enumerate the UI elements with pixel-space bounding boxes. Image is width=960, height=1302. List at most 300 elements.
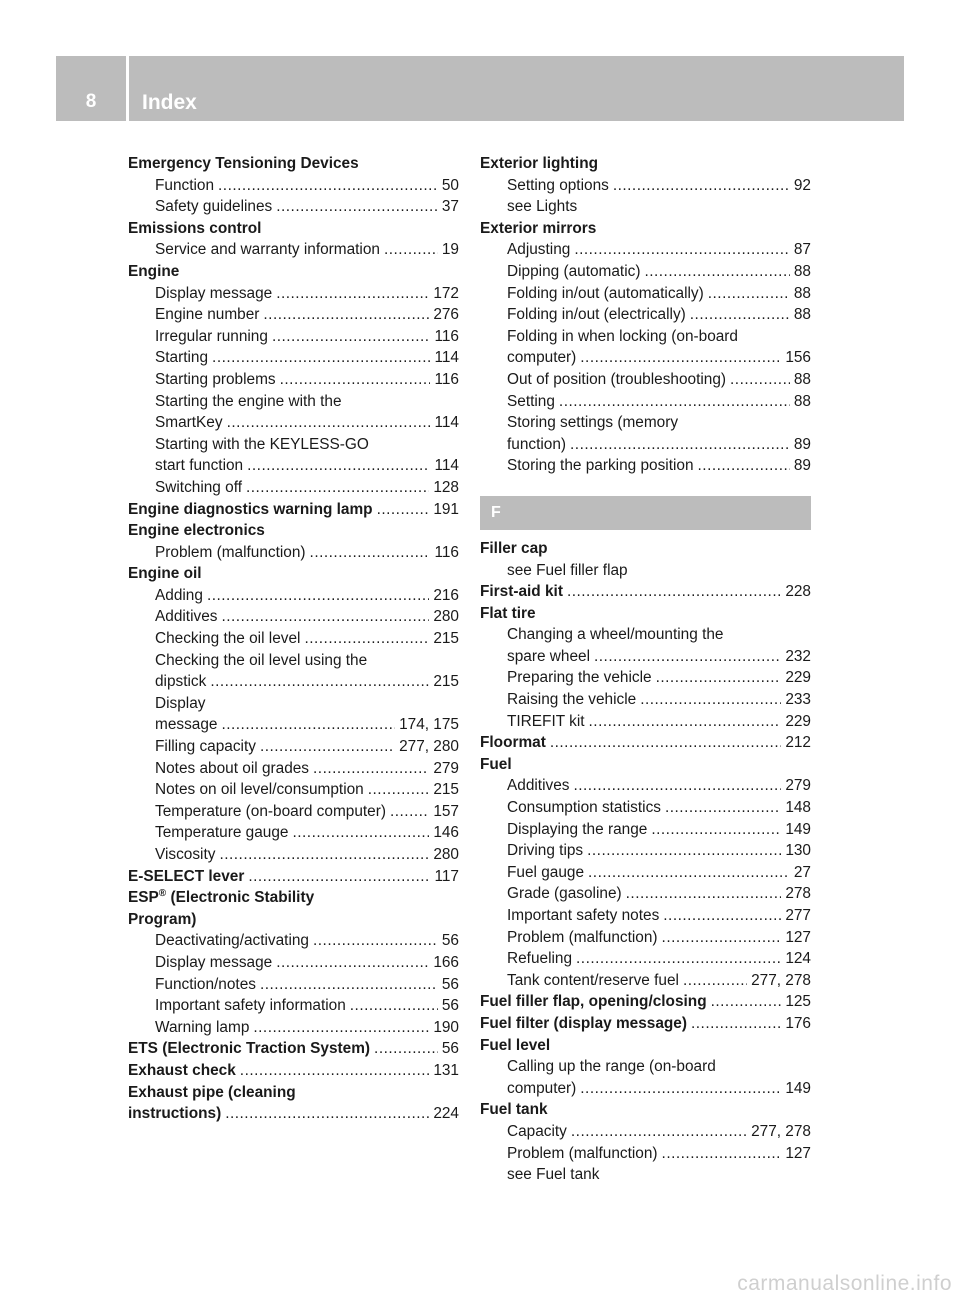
page-reference[interactable]: 127: [785, 928, 811, 946]
page-reference[interactable]: 89: [793, 435, 811, 453]
page-header: [56, 56, 904, 121]
index-entry: [128, 412, 459, 434]
entry-text: see Lights: [507, 198, 578, 216]
entry-text: Adjusting: [507, 241, 571, 259]
index-entry: [128, 974, 459, 996]
entry-text: Emergency Tensioning Devices: [128, 155, 359, 172]
entry-text: Switching off: [155, 478, 242, 496]
dot-leader: [662, 927, 782, 949]
dot-leader: [368, 779, 430, 801]
index-entry: [480, 883, 811, 905]
page-reference[interactable]: 89: [793, 457, 811, 475]
dot-leader: [626, 883, 782, 905]
dot-leader: [559, 391, 790, 413]
dot-leader: [573, 775, 781, 797]
dot-leader: [708, 283, 790, 305]
entry-text: computer): [507, 1079, 577, 1097]
page-reference[interactable]: 92: [793, 176, 811, 194]
dot-leader: [240, 1060, 430, 1082]
entry-text: Filler cap: [480, 539, 548, 557]
page-reference[interactable]: 148: [785, 799, 811, 817]
dot-leader: [263, 304, 429, 326]
dot-leader: [248, 866, 430, 888]
index-entry: [128, 1017, 459, 1039]
dot-leader: [221, 606, 429, 628]
index-heading: [480, 153, 811, 175]
index-entry: [480, 797, 811, 819]
entry-text: Engine number: [155, 306, 260, 324]
entry-text: Notes about oil grades: [155, 759, 310, 777]
index-entry: [128, 801, 459, 823]
dot-leader: [260, 736, 395, 758]
dot-leader: [580, 1078, 781, 1100]
index-heading: [480, 560, 811, 582]
entry-text: Changing a wheel/mounting the: [507, 626, 724, 644]
entry-text: Fuel tank: [480, 1101, 548, 1119]
index-heading: [128, 909, 459, 931]
index-entry: [480, 970, 811, 992]
entry-text: Exterior mirrors: [480, 219, 597, 237]
dot-leader: [644, 261, 789, 283]
page-reference[interactable]: 279: [433, 759, 459, 777]
page-reference[interactable]: 50: [441, 176, 459, 194]
watermark: carmanualsonline.info: [737, 1272, 952, 1295]
entry-text: Starting: [155, 349, 209, 367]
dot-leader: [640, 689, 781, 711]
page-number: 8: [85, 91, 97, 112]
page-reference[interactable]: 174, 175: [399, 716, 459, 734]
entry-text: dipstick: [155, 673, 207, 691]
page-reference[interactable]: 228: [785, 583, 811, 601]
dot-leader: [691, 1013, 781, 1035]
entry-text: Problem (malfunction): [507, 928, 658, 946]
dot-leader: [210, 671, 429, 693]
entry-text: Irregular running: [155, 327, 268, 345]
entry-text-part: ESP: [128, 889, 159, 907]
page-reference[interactable]: 156: [785, 349, 811, 367]
dot-leader: [247, 455, 430, 477]
entry-text: SmartKey: [155, 414, 223, 432]
dot-leader: [225, 1103, 429, 1125]
page-reference[interactable]: 116: [434, 327, 459, 345]
dot-leader: [587, 840, 781, 862]
dot-leader: [276, 283, 429, 305]
page-reference[interactable]: 229: [785, 669, 811, 687]
entry-text: [128, 887, 314, 909]
index-entry: [480, 840, 811, 862]
entry-text: Setting: [507, 392, 555, 410]
page-reference[interactable]: 127: [785, 1144, 811, 1162]
entry-text: see Fuel tank: [507, 1166, 600, 1184]
index-heading: [128, 391, 459, 413]
entry-text: Exhaust pipe (cleaning: [128, 1083, 296, 1101]
page-reference[interactable]: 56: [441, 1040, 459, 1058]
entry-text: Dipping (automatic): [507, 262, 641, 280]
page-reference[interactable]: 276: [433, 306, 459, 324]
index-heading: [128, 693, 459, 715]
index-entry: [128, 822, 459, 844]
registered-mark: ®: [158, 888, 167, 900]
index-heading: [128, 563, 459, 585]
page-reference[interactable]: 233: [785, 691, 811, 709]
dot-leader: [588, 862, 790, 884]
dot-leader: [276, 196, 438, 218]
page-reference[interactable]: 56: [441, 932, 459, 950]
page-reference[interactable]: 116: [434, 543, 459, 561]
page-reference[interactable]: 277, 280: [399, 738, 459, 756]
index-heading: [480, 538, 811, 560]
entry-text: Fuel: [480, 755, 512, 773]
dot-leader: [683, 970, 747, 992]
index-entry: [128, 930, 459, 952]
page-reference[interactable]: 176: [785, 1014, 811, 1032]
index-entry: [128, 542, 459, 564]
index-entry: [128, 283, 459, 305]
entry-text: Driving tips: [507, 842, 584, 860]
index-entry: [128, 347, 459, 369]
dot-leader: [221, 714, 395, 736]
page-reference[interactable]: 278: [785, 885, 811, 903]
page-reference[interactable]: 19: [441, 241, 459, 259]
dot-leader: [390, 801, 429, 823]
index-entry: [480, 369, 811, 391]
dot-leader: [207, 585, 429, 607]
index-entry: [128, 606, 459, 628]
entry-text: Flat tire: [480, 604, 536, 622]
dot-leader: [571, 1121, 747, 1143]
index-entry: [128, 758, 459, 780]
index-entry: [480, 948, 811, 970]
dot-leader: [662, 1143, 782, 1165]
dot-leader: [698, 455, 790, 477]
entry-text: computer): [507, 349, 577, 367]
index-entry: [480, 991, 811, 1013]
entry-text: Display: [155, 694, 206, 712]
page-reference[interactable]: 149: [785, 820, 811, 838]
index-entry: [480, 927, 811, 949]
entry-text: start function: [155, 457, 244, 475]
entry-text: Engine oil: [128, 565, 202, 583]
entry-text: Preparing the vehicle: [507, 669, 652, 687]
index-heading: [480, 603, 811, 625]
entry-text: Grade (gasoline): [507, 885, 622, 903]
page-reference[interactable]: 116: [434, 370, 459, 388]
index-entry: [128, 1060, 459, 1082]
page-reference[interactable]: 56: [441, 997, 459, 1015]
dot-leader: [227, 412, 431, 434]
entry-text-part: (Electronic Stability: [166, 889, 315, 907]
index-heading: [480, 1035, 811, 1057]
index-heading: [128, 218, 459, 240]
page-reference[interactable]: 277: [785, 907, 811, 924]
entry-text: First-aid kit: [480, 583, 563, 601]
index-heading: [480, 412, 811, 434]
entry-text: message: [155, 716, 218, 734]
page-reference[interactable]: 215: [433, 673, 459, 691]
entry-text: Fuel level: [480, 1036, 551, 1054]
entry-text: Storing settings (memory: [507, 414, 679, 432]
entry-text: Exhaust check: [128, 1061, 236, 1079]
dot-leader: [377, 499, 430, 521]
entry-text: Starting with the KEYLESS-GO: [155, 435, 369, 453]
entry-text: Adding: [155, 586, 203, 604]
entry-text: Starting problems: [155, 370, 276, 388]
page-reference[interactable]: 124: [785, 950, 811, 968]
page-reference[interactable]: 191: [433, 500, 459, 518]
page-reference[interactable]: 88: [793, 284, 811, 302]
dot-leader: [304, 628, 429, 650]
entry-text: Engine diagnostics warning lamp: [128, 500, 373, 518]
entry-text: Exterior lighting: [480, 155, 598, 172]
entry-text: Viscosity: [155, 846, 216, 863]
page-title: Index: [142, 91, 197, 114]
entry-text: Displaying the range: [507, 820, 648, 838]
dot-leader: [260, 974, 438, 996]
page-reference[interactable]: 87: [793, 241, 811, 259]
dot-leader: [576, 948, 781, 970]
index-entry: [480, 434, 811, 456]
entry-text: Engine: [128, 262, 180, 280]
page-reference[interactable]: 131: [433, 1061, 459, 1079]
index-entry: [480, 711, 811, 733]
index-heading: [128, 887, 459, 909]
entry-text: Checking the oil level: [155, 630, 301, 648]
dot-leader: [665, 797, 781, 819]
dot-leader: [613, 175, 790, 197]
index-entry: [128, 304, 459, 326]
page-reference[interactable]: 190: [433, 1018, 459, 1036]
index-entry: [128, 1038, 459, 1060]
page-reference[interactable]: 88: [793, 370, 811, 388]
index-entry: [480, 775, 811, 797]
entry-text: Display message: [155, 284, 273, 302]
entry-text: Function: [155, 176, 215, 194]
entry-text: instructions): [128, 1105, 222, 1123]
index-heading: [480, 1164, 811, 1186]
index-entry: [480, 391, 811, 413]
page-reference[interactable]: 146: [433, 824, 459, 842]
entry-text: Fuel gauge: [507, 863, 585, 881]
entry-text: Tank content/reserve fuel: [507, 971, 679, 989]
index-entry: [128, 714, 459, 736]
index-entry: [128, 369, 459, 391]
index-entry: [480, 732, 811, 754]
index-heading: [480, 624, 811, 646]
entry-text: Engine electronics: [128, 522, 265, 540]
page-reference[interactable]: 232: [785, 647, 811, 665]
page-reference[interactable]: 215: [433, 781, 459, 799]
header-separator: [126, 56, 129, 121]
index-entry: [128, 736, 459, 758]
index-entry: [480, 304, 811, 326]
dot-leader: [663, 905, 781, 927]
index-entry: [128, 952, 459, 974]
page-reference[interactable]: 212: [785, 734, 811, 752]
page-reference[interactable]: 56: [441, 975, 459, 993]
dot-leader: [384, 239, 438, 261]
index-entry: [128, 175, 459, 197]
index-entry: [128, 585, 459, 607]
index-heading: [480, 1056, 811, 1078]
page-reference[interactable]: 279: [785, 777, 811, 795]
entry-text: Folding in/out (automatically): [507, 284, 704, 302]
index-entry: [128, 239, 459, 261]
dot-leader: [690, 304, 790, 326]
dot-leader: [310, 542, 431, 564]
index-entry: [128, 671, 459, 693]
entry-text: Deactivating/activating: [155, 932, 309, 950]
entry-text: Filling capacity: [155, 738, 256, 756]
page-reference[interactable]: 37: [441, 198, 459, 216]
index-entry: [480, 905, 811, 927]
dot-leader: [580, 347, 781, 369]
index-entry: [480, 175, 811, 197]
dot-leader: [594, 646, 781, 668]
entry-text: Storing the parking position: [507, 457, 694, 475]
dot-leader: [589, 711, 782, 733]
page-reference[interactable]: 114: [434, 414, 459, 432]
entry-text: Service and warranty information: [155, 241, 380, 259]
index-heading: [128, 650, 459, 672]
entry-text: Temperature gauge: [155, 824, 289, 842]
index-entry: [480, 667, 811, 689]
dot-leader: [272, 326, 431, 348]
index-heading: [480, 196, 811, 218]
page-reference[interactable]: 216: [433, 586, 459, 604]
dot-leader: [651, 819, 781, 841]
index-entry: [480, 239, 811, 261]
page-reference[interactable]: 277, 278: [751, 1122, 811, 1140]
entry-text: Problem (malfunction): [507, 1144, 658, 1162]
page-reference[interactable]: 114: [434, 457, 459, 475]
page-reference[interactable]: 114: [434, 349, 459, 367]
index-entry: [480, 1013, 811, 1035]
index-entry: [128, 995, 459, 1017]
dot-leader: [253, 1017, 429, 1039]
page-reference[interactable]: 229: [785, 712, 811, 730]
entry-text: Floormat: [480, 734, 546, 752]
entry-text: Additives: [155, 608, 218, 626]
entry-text: function): [507, 435, 567, 453]
entry-text: Temperature (on-board computer): [155, 802, 386, 820]
page-reference[interactable]: 280: [433, 608, 459, 626]
index-entry: [480, 455, 811, 477]
page-reference[interactable]: 88: [793, 306, 811, 324]
page-reference[interactable]: 130: [785, 842, 811, 860]
entry-text: Problem (malfunction): [155, 543, 306, 561]
index-entry: [480, 819, 811, 841]
dot-leader: [212, 347, 430, 369]
entry-text: Folding in when locking (on-board: [507, 327, 738, 345]
entry-text: Capacity: [507, 1122, 567, 1140]
index-entry: [128, 326, 459, 348]
index-entry: [128, 455, 459, 477]
page-reference[interactable]: 277, 278: [751, 971, 811, 989]
page-reference[interactable]: 172: [433, 284, 459, 302]
entry-text: E-SELECT lever: [128, 867, 245, 885]
index-heading: [480, 1099, 811, 1121]
entry-text: Refueling: [507, 950, 573, 968]
dot-leader: [550, 732, 781, 754]
entry-text: Setting options: [507, 176, 609, 194]
index-entry: [128, 196, 459, 218]
entry-text: Safety guidelines: [155, 198, 273, 216]
index-entry: [128, 628, 459, 650]
page-reference[interactable]: 215: [433, 630, 459, 648]
index-entry: [480, 862, 811, 884]
index-entry: [128, 499, 459, 521]
dot-leader: [711, 991, 782, 1013]
page-reference[interactable]: 88: [793, 392, 811, 410]
index-heading: [128, 520, 459, 542]
page-reference[interactable]: 149: [785, 1079, 811, 1097]
entry-text: Folding in/out (electrically): [507, 306, 686, 324]
dot-leader: [246, 477, 429, 499]
entry-text: Consumption statistics: [507, 799, 661, 817]
page-reference[interactable]: 157: [433, 802, 459, 820]
page-reference[interactable]: 128: [433, 478, 459, 496]
index-entry: [480, 646, 811, 668]
index-heading: [128, 1082, 459, 1104]
dot-leader: [374, 1038, 438, 1060]
index-entry: [128, 779, 459, 801]
page-reference[interactable]: 166: [433, 953, 459, 971]
index-entry: [480, 689, 811, 711]
index-entry: [480, 1078, 811, 1100]
entry-text: Out of position (troubleshooting): [507, 370, 727, 388]
entry-text: Raising the vehicle: [507, 691, 637, 709]
dot-leader: [292, 822, 429, 844]
page-reference[interactable]: 280: [433, 846, 459, 863]
index-entry: [128, 477, 459, 499]
index-column-right: [480, 153, 811, 1186]
dot-leader: [350, 995, 438, 1017]
entry-text: spare wheel: [507, 647, 590, 665]
index-heading: [480, 754, 811, 776]
entry-text: Starting the engine with the: [155, 392, 342, 410]
entry-text: Fuel filler flap, opening/closing: [480, 993, 707, 1011]
page-reference[interactable]: 27: [793, 863, 811, 881]
dot-leader: [218, 175, 438, 197]
index-entry: [128, 866, 459, 888]
index-entry: [128, 1103, 459, 1125]
index-entry: [480, 347, 811, 369]
dot-leader: [280, 369, 431, 391]
index-entry: [480, 283, 811, 305]
entry-text: Fuel filter (display message): [480, 1014, 687, 1032]
index-heading: [128, 153, 459, 175]
entry-text: Program): [128, 910, 197, 928]
entry-text: Important safety notes: [507, 907, 660, 924]
entry-text: Function/notes: [155, 975, 256, 993]
entry-text: Warning lamp: [155, 1018, 250, 1036]
page-reference[interactable]: 224: [433, 1105, 459, 1123]
entry-text: Display message: [155, 953, 273, 971]
page-reference[interactable]: 117: [434, 867, 459, 885]
page-reference[interactable]: 125: [785, 993, 811, 1011]
index-entry: [480, 261, 811, 283]
index-heading: [480, 326, 811, 348]
index-column-left: [128, 153, 459, 1125]
entry-text: Checking the oil level using the: [155, 651, 368, 669]
dot-leader: [570, 434, 790, 456]
dot-leader: [574, 239, 790, 261]
index-entry: [128, 844, 459, 866]
page-reference[interactable]: 88: [793, 262, 811, 280]
dot-leader: [313, 758, 429, 780]
entry-text: Notes on oil level/consumption: [155, 781, 364, 799]
dot-leader: [313, 930, 438, 952]
